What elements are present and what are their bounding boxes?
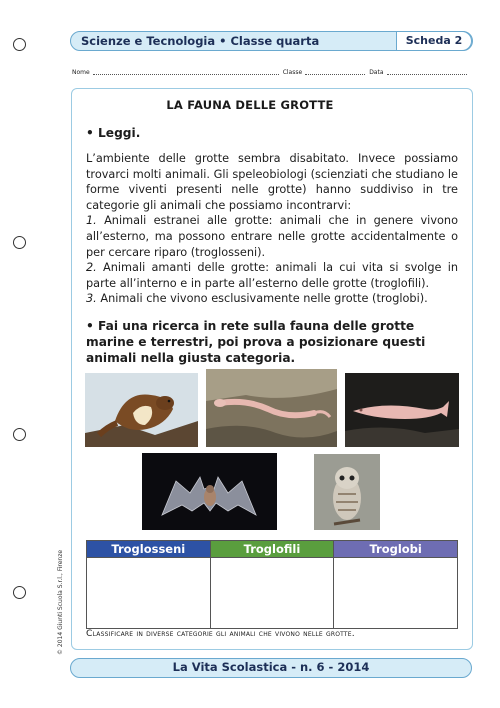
answer-cell-troglofili[interactable] [210, 558, 334, 629]
category-text: Animali che vivono esclusivamente nelle grotte (troglobi). [96, 292, 428, 306]
caption: Classificare in diverse categorie gli animali che vivono nelle grotte. [86, 628, 355, 639]
class-line[interactable] [305, 68, 365, 75]
research-task: • Fai una ricerca in rete sulla fauna delle grotte marine e terrestri, poi prova a posizionare questi animali nella giusta categoria. [86, 319, 426, 365]
category-number: 1. [86, 214, 97, 228]
classification-table [86, 540, 458, 629]
name-row [72, 68, 472, 76]
owl-photo [314, 454, 380, 530]
read-instruction: • Leggi. [86, 126, 141, 140]
header-troglofili: Troglofili [210, 541, 334, 558]
cave-fish-photo [345, 373, 459, 447]
category-item [86, 260, 458, 291]
page-title: LA FAUNA DELLE GROTTE [166, 98, 334, 112]
answer-cell-troglobi[interactable] [334, 558, 458, 629]
category-text: Animali amanti delle grotte: animali la cui vita si svolge in parte all’interno e in parte all’esterno delle grotte (troglofili). [86, 261, 458, 290]
header-troglosseni: Troglosseni [87, 541, 211, 558]
name-label: Nome [72, 69, 90, 76]
footer-bar: La Vita Scolastica - n. 6 - 2014 [70, 658, 472, 678]
binder-hole [13, 236, 26, 249]
copyright-text: © 2014 Giunti Scuola S.r.l., Firenze [57, 549, 64, 655]
bat-photo [142, 453, 277, 530]
cave-salamander-photo [206, 369, 337, 447]
intro-paragraph: L’ambiente delle grotte sembra disabitato. Invece possiamo trovarci molti animali. Gli speleobiologi (scienziati che studiano le forme viventi presenti nelle grotte) hanno suddiviso in tre categorie gli animali che possiamo incontrarvi: [86, 152, 458, 212]
marten-photo [85, 373, 198, 447]
subject-title: Scienze e Tecnologia • Classe quarta [81, 34, 320, 48]
category-number: 3. [86, 292, 97, 306]
binder-hole [13, 586, 26, 599]
answer-cell-troglosseni[interactable] [87, 558, 211, 629]
reading-text [86, 151, 458, 307]
header-troglobi: Troglobi [334, 541, 458, 558]
category-item [86, 291, 458, 307]
category-item [86, 213, 458, 260]
name-line[interactable] [93, 68, 279, 75]
date-line[interactable] [387, 68, 467, 75]
category-text: Animali estranei alle grotte: animali che in genere vivono all’esterno, ma possono entrare nelle grotte accidentalmente o per cercare riparo (troglosseni). [86, 214, 458, 259]
category-number: 2. [86, 261, 97, 275]
date-label: Data [369, 69, 384, 76]
binder-hole [13, 428, 26, 441]
binder-hole [13, 38, 26, 51]
class-label: Classe [282, 69, 303, 76]
worksheet-number: Scheda 2 [396, 31, 472, 51]
header-bar [70, 31, 473, 51]
